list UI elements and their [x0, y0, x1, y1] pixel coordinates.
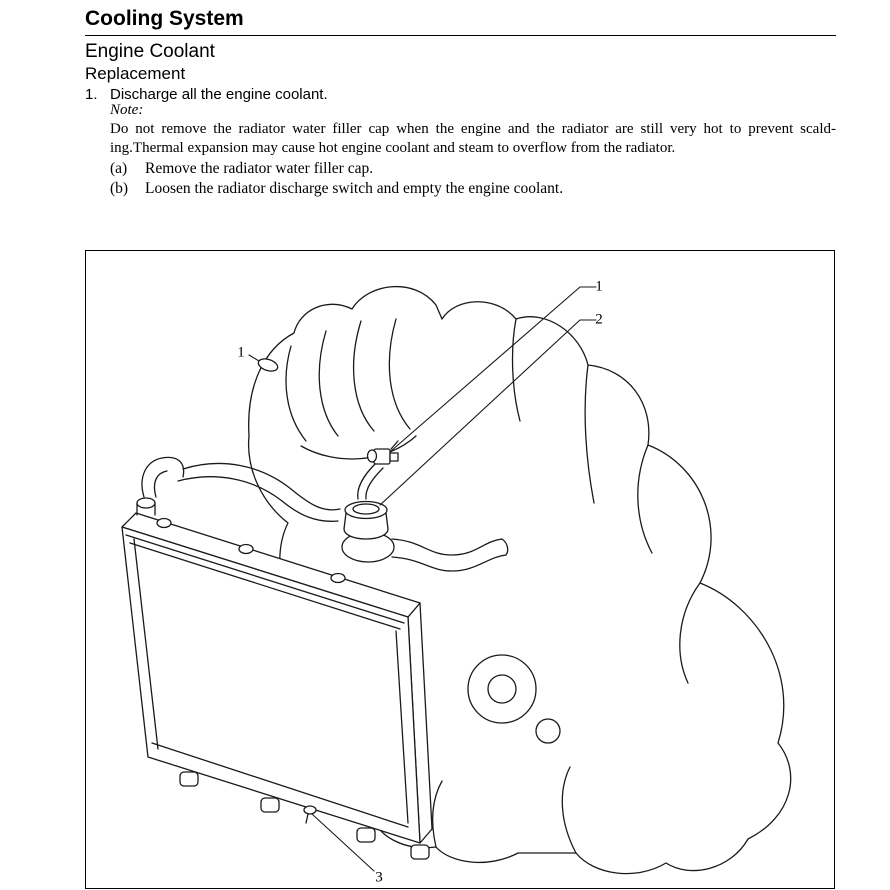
leader-line-1-left: [249, 355, 259, 361]
substep-b-text: Loosen the radiator discharge switch and empty the engine coolant.: [145, 180, 564, 197]
callout-1-top: 1: [595, 278, 603, 295]
radiator-top-plug-1: [157, 519, 171, 528]
figure-box: [85, 250, 835, 889]
section-title: Cooling System: [85, 7, 244, 30]
note-text-line2: ing.Thermal expansion may cause hot engine coolant and steam to overflow from the radiator.: [110, 140, 676, 156]
substep-b-label: (b): [110, 180, 129, 197]
engine-cooling-diagram: [86, 251, 831, 885]
callout-3: 3: [375, 869, 383, 886]
substep-a-label: (a): [110, 160, 128, 177]
step-1-number: 1.: [85, 86, 98, 103]
section-divider: [85, 35, 836, 36]
radiator-drain-plug: [304, 806, 316, 823]
substep-b: [110, 179, 563, 199]
radiator-top-plug-2: [239, 545, 253, 554]
procedure-title: Replacement: [85, 64, 186, 83]
radiator-filler-neck: [137, 498, 155, 515]
note-label: Note:: [110, 102, 144, 118]
callout-2: 2: [595, 311, 603, 328]
step-1-text: Discharge all the engine coolant.: [110, 86, 328, 103]
substep-a-text: Remove the radiator water filler cap.: [145, 160, 374, 177]
note-text-line1: Do not remove the radiator water filler cap when the engine and the radiator are still very hot to prevent scald-: [110, 121, 836, 137]
radiator-top-plug-3: [331, 574, 345, 583]
topic-title: Engine Coolant: [85, 41, 215, 62]
callout-1-left: 1: [237, 344, 245, 361]
substep-a: [110, 159, 373, 179]
